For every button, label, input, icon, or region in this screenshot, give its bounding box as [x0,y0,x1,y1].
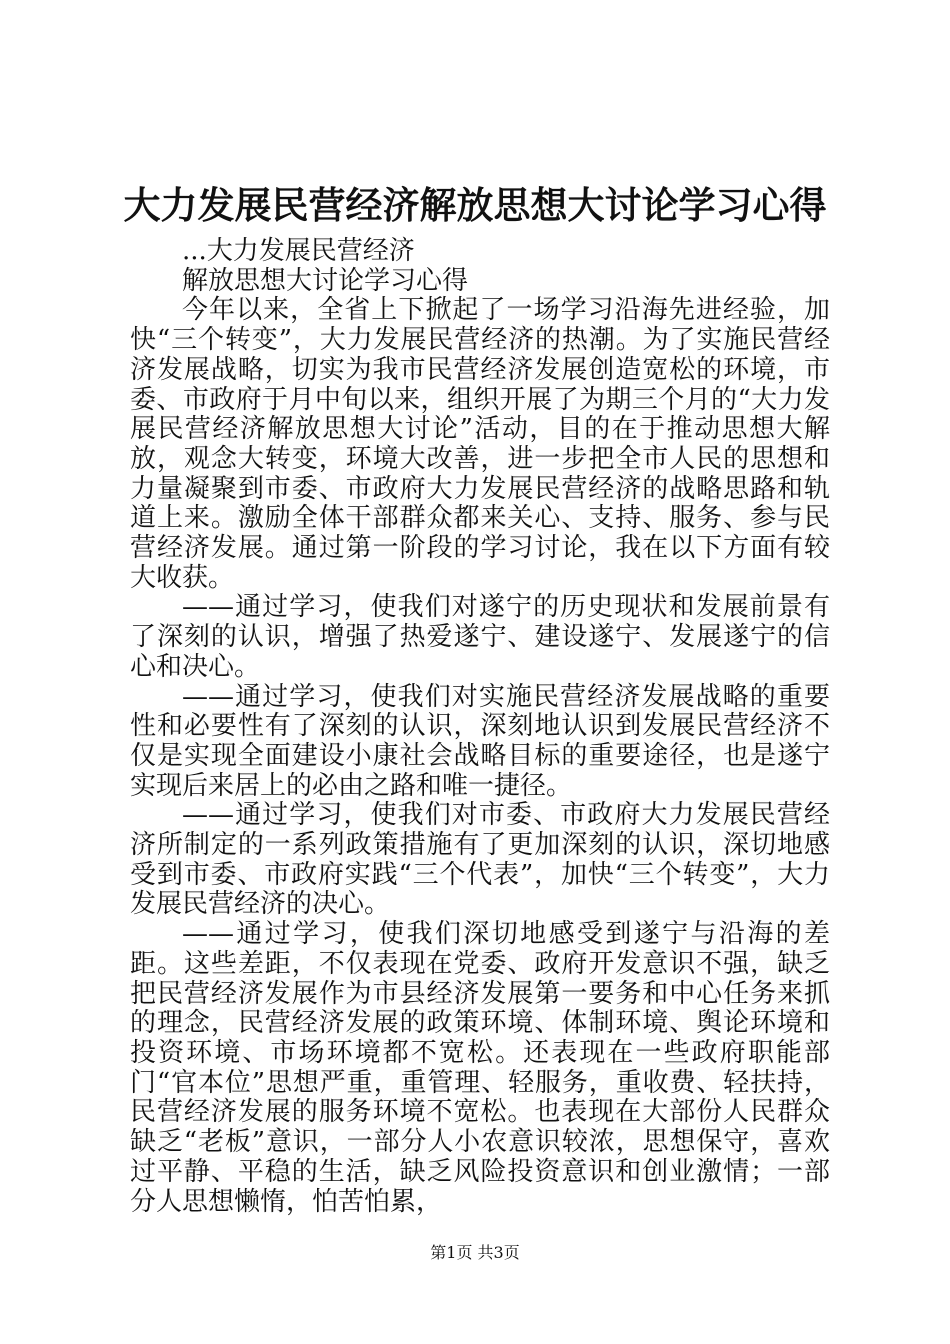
document-title: 大力发展民营经济解放思想大讨论学习心得 [123,183,827,227]
paragraph-subtitle-1: ...大力发展民营经济 [182,236,415,266]
paragraph-point-1: ——通过学习，使我们对遂宁的历史现状和发展前景有了深刻的认识，增强了热爱遂宁、建设遂宁、发展遂宁的信心和决心。 [130,592,830,682]
paragraph-point-2: ——通过学习，使我们对实施民营经济发展战略的重要性和必要性有了深刻的认识，深刻地认识到发展民营经济不仅是实现全面建设小康社会战略目标的重要途径，也是遂宁实现后来居上的必由之路和唯一捷径。 [130,681,830,801]
page-footer: 第1页 共3页 [430,1243,520,1262]
paragraph-point-3: ——通过学习，使我们对市委、市政府大力发展民营经济所制定的一系列政策措施有了更加深刻的认识，深切地感受到市委、市政府实践“三个代表”，加快“三个转变”，大力发展民营经济的决心。 [130,800,830,920]
document-body [130,237,830,1217]
paragraph-intro: 今年以来，全省上下掀起了一场学习沿海先进经验，加快“三个转变”，大力发展民营经济的热潮。为了实施民营经济发展战略，切实为我市民营经济发展创造宽松的环境，市委、市政府于月中旬以来，组织开展了为期三个月的“大力发展民营经济解放思想大讨论”活动，目的在于推动思想大解放，观念大转变，环境大改善，进一步把全市人民的思想和力量凝聚到市委、市政府大力发展民营经济的战略思路和轨道上来。激励全体干部群众都来关心、支持、服务、参与民营经济发展。通过第一阶段的学习讨论，我在以下方面有较大收获。 [130,295,830,593]
paragraph-subtitle-2: 解放思想大讨论学习心得 [182,265,469,296]
paragraph-point-4: ——通过学习，使我们深切地感受到遂宁与沿海的差距。这些差距，不仅表现在党委、政府开发意识不强，缺乏把民营经济发展作为市县经济发展第一要务和中心任务来抓的理念，民营经济发展的政策环境、体制环境、舆论环境和投资环境、市场环境都不宽松。还表现在一些政府职能部门“官本位”思想严重，重管理、轻服务，重收费、轻扶持，民营经济发展的服务环境不宽松。也表现在大部份人民群众缺乏“老板”意识，一部分人小农意识较浓，思想保守，喜欢过平静、平稳的生活，缺乏风险投资意识和创业激情；一部分人思想懒惰，怕苦怕累， [130,919,830,1217]
